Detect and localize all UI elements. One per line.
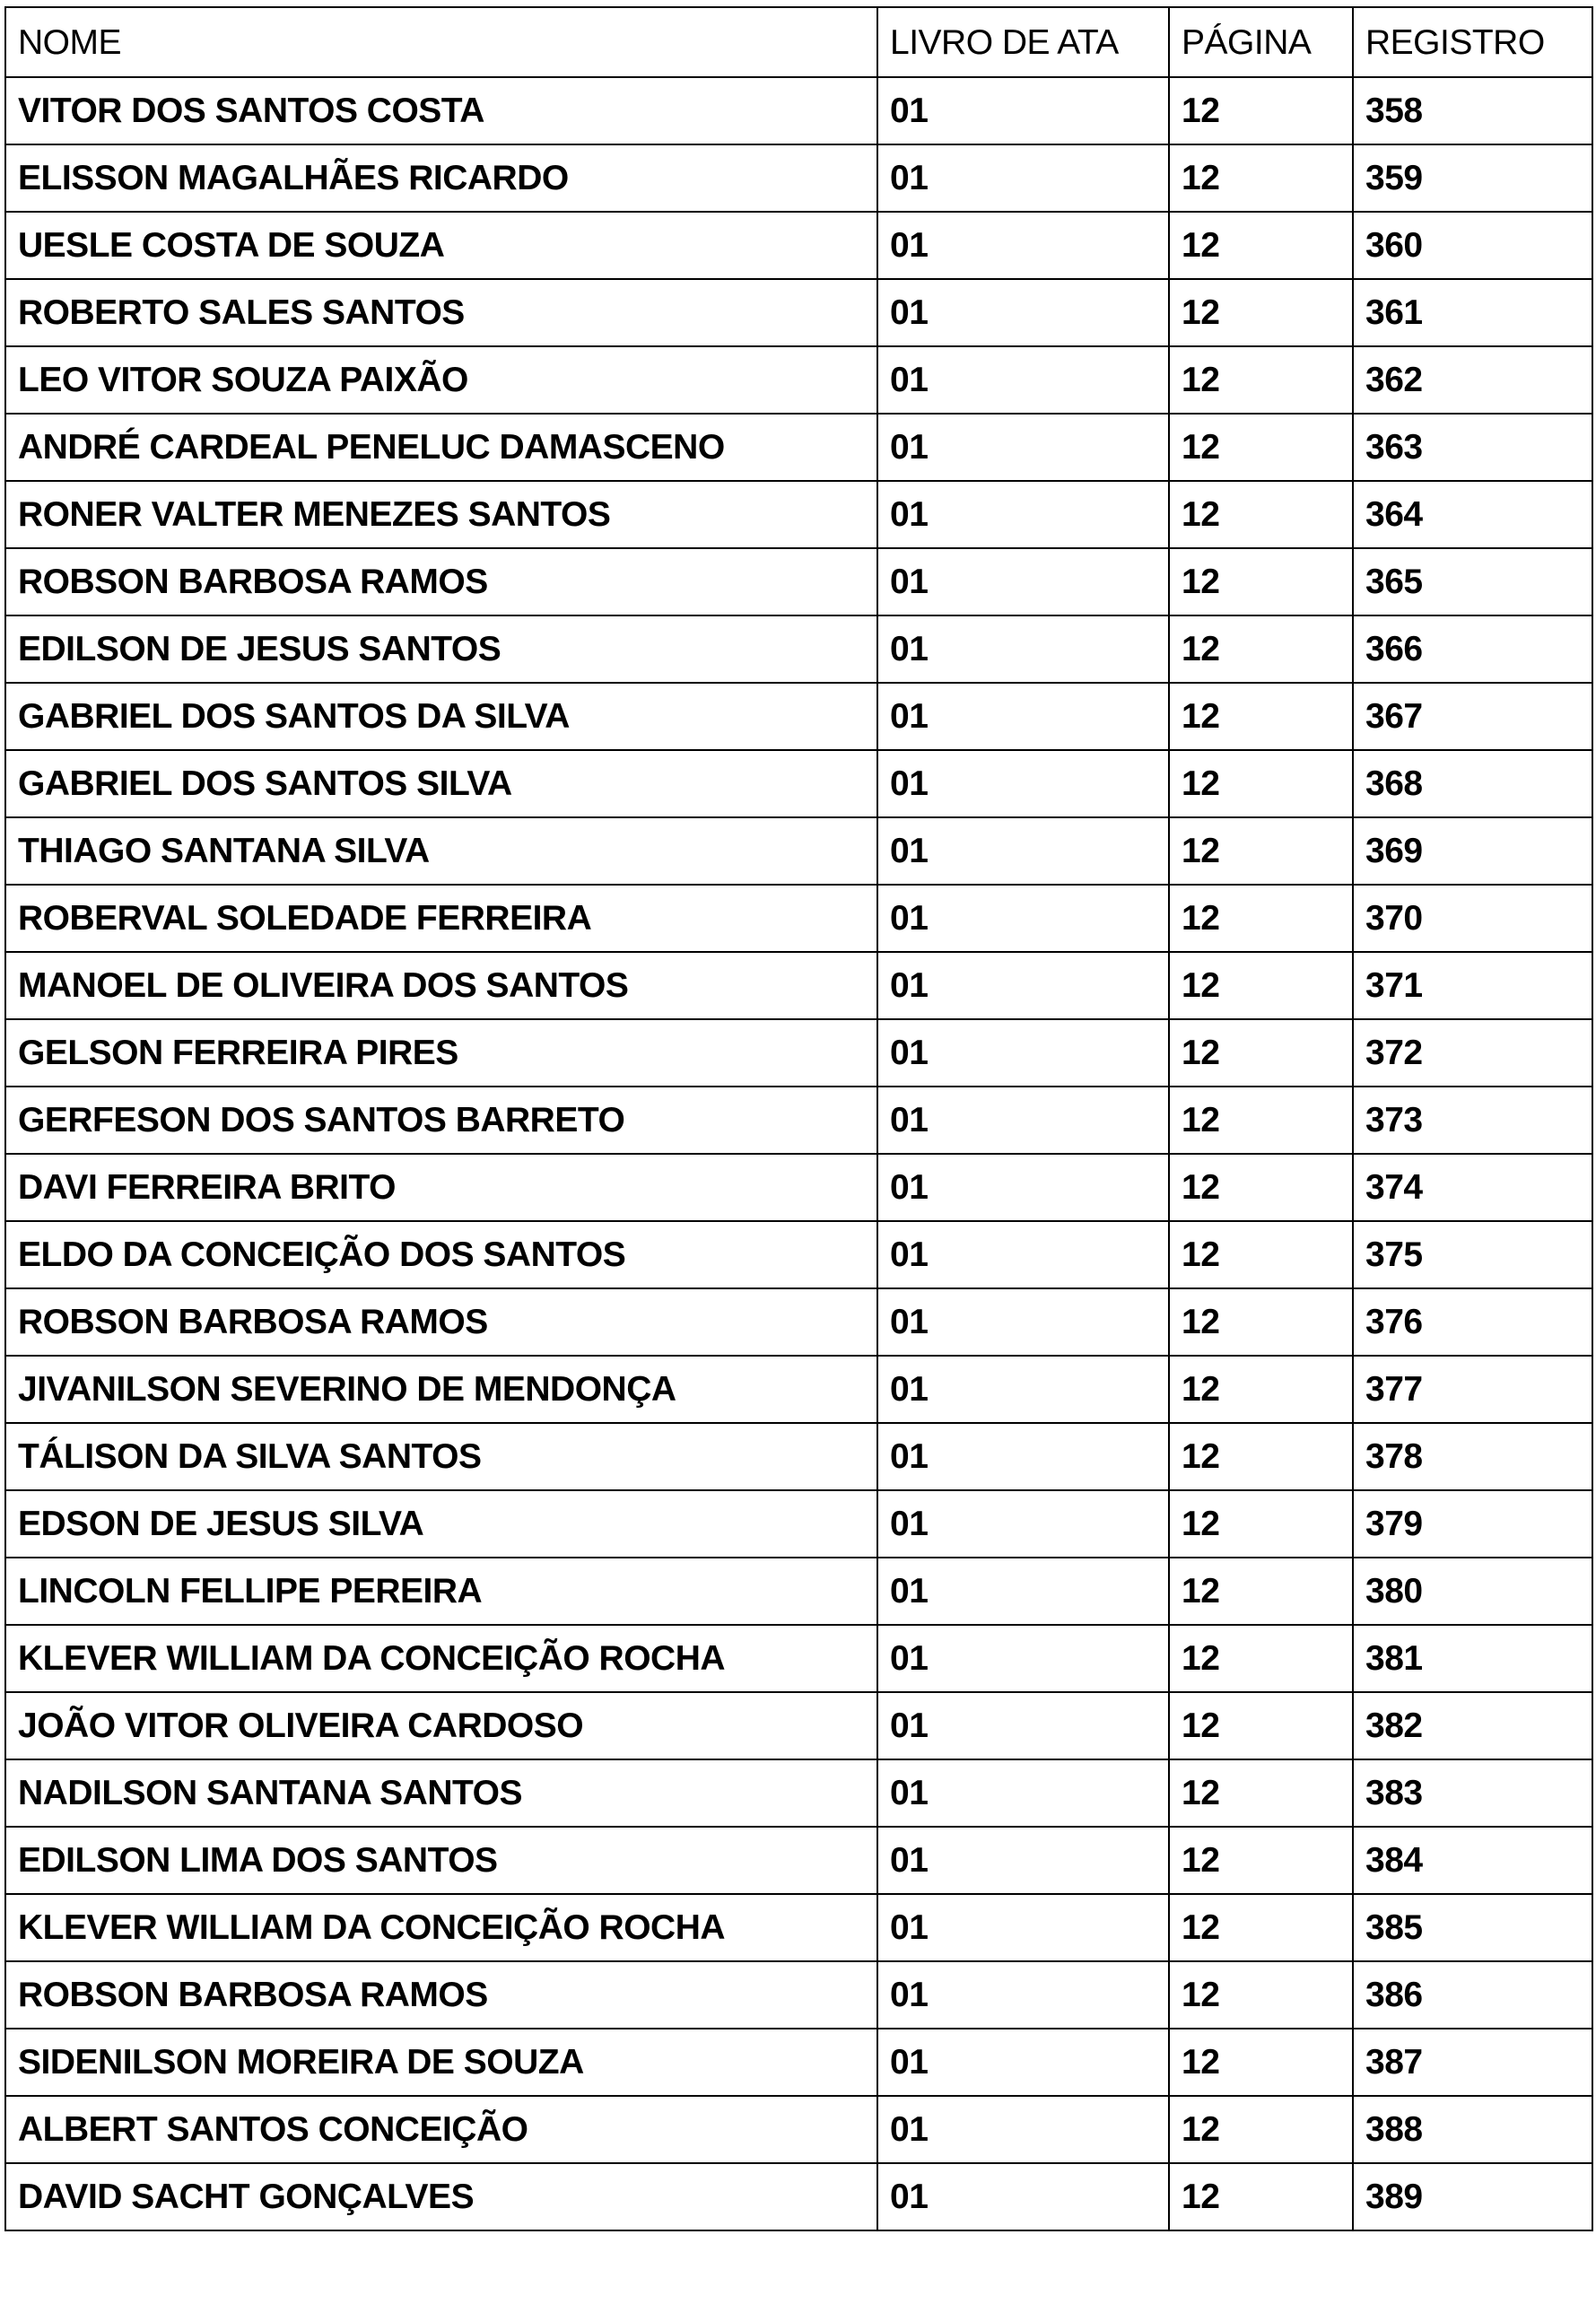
cell-livro-de-ata: 01 — [877, 1154, 1169, 1221]
cell-nome: ALBERT SANTOS CONCEIÇÃO — [5, 2096, 877, 2163]
cell-livro-de-ata: 01 — [877, 1625, 1169, 1692]
table-row — [5, 1692, 1592, 1759]
table-row — [5, 346, 1592, 414]
cell-nome: SIDENILSON MOREIRA DE SOUZA — [5, 2029, 877, 2096]
cell-livro-de-ata: 01 — [877, 1490, 1169, 1558]
cell-pagina: 12 — [1169, 1019, 1353, 1087]
cell-nome: EDSON DE JESUS SILVA — [5, 1490, 877, 1558]
cell-livro-de-ata: 01 — [877, 615, 1169, 683]
cell-nome: VITOR DOS SANTOS COSTA — [5, 77, 877, 144]
cell-livro-de-ata: 01 — [877, 279, 1169, 346]
table-row — [5, 615, 1592, 683]
cell-livro-de-ata: 01 — [877, 1894, 1169, 1961]
table-row — [5, 683, 1592, 750]
table-row — [5, 1423, 1592, 1490]
table-row — [5, 1087, 1592, 1154]
cell-livro-de-ata: 01 — [877, 1087, 1169, 1154]
cell-pagina: 12 — [1169, 1221, 1353, 1288]
cell-registro: 384 — [1353, 1827, 1592, 1894]
cell-livro-de-ata: 01 — [877, 1827, 1169, 1894]
cell-nome: TÁLISON DA SILVA SANTOS — [5, 1423, 877, 1490]
cell-pagina: 12 — [1169, 1288, 1353, 1356]
cell-registro: 380 — [1353, 1558, 1592, 1625]
table-row — [5, 1154, 1592, 1221]
cell-registro: 374 — [1353, 1154, 1592, 1221]
table-row — [5, 1356, 1592, 1423]
cell-registro: 363 — [1353, 414, 1592, 481]
cell-registro: 379 — [1353, 1490, 1592, 1558]
table-row — [5, 750, 1592, 817]
cell-registro: 370 — [1353, 885, 1592, 952]
column-header-livro-de-ata: LIVRO DE ATA — [877, 7, 1169, 77]
cell-pagina: 12 — [1169, 346, 1353, 414]
table-row — [5, 2096, 1592, 2163]
cell-pagina: 12 — [1169, 1154, 1353, 1221]
cell-nome: NADILSON SANTANA SANTOS — [5, 1759, 877, 1827]
cell-registro: 358 — [1353, 77, 1592, 144]
table-row — [5, 1894, 1592, 1961]
cell-livro-de-ata: 01 — [877, 1961, 1169, 2029]
header-row — [5, 7, 1592, 77]
cell-nome: THIAGO SANTANA SILVA — [5, 817, 877, 885]
column-header-nome: NOME — [5, 7, 877, 77]
table-row — [5, 1221, 1592, 1288]
cell-registro: 385 — [1353, 1894, 1592, 1961]
cell-pagina: 12 — [1169, 2029, 1353, 2096]
cell-nome: ROBSON BARBOSA RAMOS — [5, 548, 877, 615]
cell-nome: ELDO DA CONCEIÇÃO DOS SANTOS — [5, 1221, 877, 1288]
cell-pagina: 12 — [1169, 615, 1353, 683]
column-header-registro: REGISTRO — [1353, 7, 1592, 77]
cell-pagina: 12 — [1169, 817, 1353, 885]
table-row — [5, 1961, 1592, 2029]
cell-nome: GABRIEL DOS SANTOS DA SILVA — [5, 683, 877, 750]
cell-pagina: 12 — [1169, 885, 1353, 952]
cell-registro: 378 — [1353, 1423, 1592, 1490]
cell-livro-de-ata: 01 — [877, 1558, 1169, 1625]
cell-nome: GERFESON DOS SANTOS BARRETO — [5, 1087, 877, 1154]
cell-pagina: 12 — [1169, 1692, 1353, 1759]
cell-nome: ROBSON BARBOSA RAMOS — [5, 1288, 877, 1356]
cell-nome: GABRIEL DOS SANTOS SILVA — [5, 750, 877, 817]
cell-nome: ROBSON BARBOSA RAMOS — [5, 1961, 877, 2029]
cell-livro-de-ata: 01 — [877, 1019, 1169, 1087]
table-row — [5, 1490, 1592, 1558]
table-row — [5, 1558, 1592, 1625]
cell-registro: 372 — [1353, 1019, 1592, 1087]
cell-livro-de-ata: 01 — [877, 952, 1169, 1019]
table-row — [5, 885, 1592, 952]
table-row — [5, 952, 1592, 1019]
cell-livro-de-ata: 01 — [877, 481, 1169, 548]
cell-nome: DAVI FERREIRA BRITO — [5, 1154, 877, 1221]
cell-pagina: 12 — [1169, 77, 1353, 144]
cell-nome: MANOEL DE OLIVEIRA DOS SANTOS — [5, 952, 877, 1019]
cell-pagina: 12 — [1169, 750, 1353, 817]
cell-pagina: 12 — [1169, 1356, 1353, 1423]
cell-livro-de-ata: 01 — [877, 212, 1169, 279]
cell-nome: ANDRÉ CARDEAL PENELUC DAMASCENO — [5, 414, 877, 481]
cell-registro: 368 — [1353, 750, 1592, 817]
cell-pagina: 12 — [1169, 548, 1353, 615]
cell-registro: 386 — [1353, 1961, 1592, 2029]
cell-nome: KLEVER WILLIAM DA CONCEIÇÃO ROCHA — [5, 1894, 877, 1961]
cell-registro: 360 — [1353, 212, 1592, 279]
cell-livro-de-ata: 01 — [877, 750, 1169, 817]
table-row — [5, 548, 1592, 615]
cell-livro-de-ata: 01 — [877, 2096, 1169, 2163]
cell-pagina: 12 — [1169, 481, 1353, 548]
table-row — [5, 817, 1592, 885]
cell-livro-de-ata: 01 — [877, 1221, 1169, 1288]
cell-registro: 366 — [1353, 615, 1592, 683]
table-row — [5, 144, 1592, 212]
cell-registro: 376 — [1353, 1288, 1592, 1356]
cell-nome: EDILSON DE JESUS SANTOS — [5, 615, 877, 683]
cell-registro: 382 — [1353, 1692, 1592, 1759]
registry-table — [4, 6, 1593, 2231]
cell-registro: 387 — [1353, 2029, 1592, 2096]
cell-registro: 381 — [1353, 1625, 1592, 1692]
cell-registro: 369 — [1353, 817, 1592, 885]
cell-registro: 375 — [1353, 1221, 1592, 1288]
table-row — [5, 1288, 1592, 1356]
cell-registro: 367 — [1353, 683, 1592, 750]
cell-pagina: 12 — [1169, 1625, 1353, 1692]
cell-livro-de-ata: 01 — [877, 885, 1169, 952]
table-row — [5, 2163, 1592, 2230]
cell-livro-de-ata: 01 — [877, 144, 1169, 212]
cell-livro-de-ata: 01 — [877, 77, 1169, 144]
table-row — [5, 1625, 1592, 1692]
cell-livro-de-ata: 01 — [877, 1288, 1169, 1356]
cell-pagina: 12 — [1169, 1423, 1353, 1490]
cell-livro-de-ata: 01 — [877, 1692, 1169, 1759]
table-row — [5, 212, 1592, 279]
cell-nome: DAVID SACHT GONÇALVES — [5, 2163, 877, 2230]
cell-registro: 362 — [1353, 346, 1592, 414]
cell-nome: JOÃO VITOR OLIVEIRA CARDOSO — [5, 1692, 877, 1759]
cell-pagina: 12 — [1169, 212, 1353, 279]
cell-pagina: 12 — [1169, 952, 1353, 1019]
cell-registro: 377 — [1353, 1356, 1592, 1423]
cell-nome: LINCOLN FELLIPE PEREIRA — [5, 1558, 877, 1625]
cell-registro: 389 — [1353, 2163, 1592, 2230]
cell-livro-de-ata: 01 — [877, 1759, 1169, 1827]
cell-nome: LEO VITOR SOUZA PAIXÃO — [5, 346, 877, 414]
cell-livro-de-ata: 01 — [877, 346, 1169, 414]
cell-livro-de-ata: 01 — [877, 414, 1169, 481]
cell-nome: ROBERVAL SOLEDADE FERREIRA — [5, 885, 877, 952]
cell-livro-de-ata: 01 — [877, 817, 1169, 885]
cell-pagina: 12 — [1169, 2163, 1353, 2230]
cell-nome: EDILSON LIMA DOS SANTOS — [5, 1827, 877, 1894]
table-row — [5, 279, 1592, 346]
cell-registro: 361 — [1353, 279, 1592, 346]
table-row — [5, 77, 1592, 144]
cell-pagina: 12 — [1169, 1558, 1353, 1625]
cell-registro: 364 — [1353, 481, 1592, 548]
cell-registro: 383 — [1353, 1759, 1592, 1827]
cell-pagina: 12 — [1169, 1894, 1353, 1961]
registry-table-container — [4, 6, 1592, 2231]
cell-livro-de-ata: 01 — [877, 1356, 1169, 1423]
cell-nome: RONER VALTER MENEZES SANTOS — [5, 481, 877, 548]
cell-nome: ELISSON MAGALHÃES RICARDO — [5, 144, 877, 212]
cell-nome: UESLE COSTA DE SOUZA — [5, 212, 877, 279]
cell-registro: 388 — [1353, 2096, 1592, 2163]
cell-nome: GELSON FERREIRA PIRES — [5, 1019, 877, 1087]
table-header — [5, 7, 1592, 77]
cell-registro: 359 — [1353, 144, 1592, 212]
table-body — [5, 77, 1592, 2230]
cell-pagina: 12 — [1169, 1759, 1353, 1827]
cell-pagina: 12 — [1169, 2096, 1353, 2163]
cell-pagina: 12 — [1169, 414, 1353, 481]
cell-livro-de-ata: 01 — [877, 683, 1169, 750]
table-row — [5, 1019, 1592, 1087]
cell-pagina: 12 — [1169, 683, 1353, 750]
table-row — [5, 481, 1592, 548]
cell-nome: JIVANILSON SEVERINO DE MENDONÇA — [5, 1356, 877, 1423]
cell-pagina: 12 — [1169, 1087, 1353, 1154]
cell-registro: 371 — [1353, 952, 1592, 1019]
cell-pagina: 12 — [1169, 1490, 1353, 1558]
cell-livro-de-ata: 01 — [877, 2029, 1169, 2096]
table-row — [5, 414, 1592, 481]
cell-pagina: 12 — [1169, 144, 1353, 212]
cell-livro-de-ata: 01 — [877, 1423, 1169, 1490]
cell-nome: ROBERTO SALES SANTOS — [5, 279, 877, 346]
cell-livro-de-ata: 01 — [877, 548, 1169, 615]
cell-nome: KLEVER WILLIAM DA CONCEIÇÃO ROCHA — [5, 1625, 877, 1692]
cell-pagina: 12 — [1169, 1827, 1353, 1894]
table-row — [5, 1827, 1592, 1894]
cell-pagina: 12 — [1169, 1961, 1353, 2029]
column-header-pagina: PÁGINA — [1169, 7, 1353, 77]
table-row — [5, 1759, 1592, 1827]
cell-registro: 373 — [1353, 1087, 1592, 1154]
table-row — [5, 2029, 1592, 2096]
cell-pagina: 12 — [1169, 279, 1353, 346]
cell-registro: 365 — [1353, 548, 1592, 615]
cell-livro-de-ata: 01 — [877, 2163, 1169, 2230]
